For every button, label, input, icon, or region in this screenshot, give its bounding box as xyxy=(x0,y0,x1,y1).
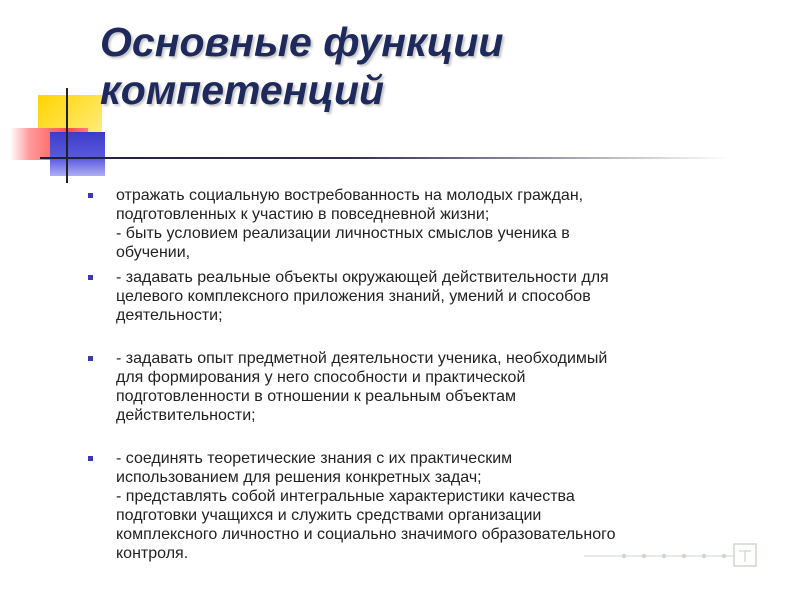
bullet-line: подготовленных к участию в повседневной жизни; xyxy=(116,206,490,223)
slide-title xyxy=(100,18,503,114)
bullet-marker xyxy=(88,193,93,198)
bullet-marker xyxy=(88,275,93,280)
bullet-line: использованием для решения конкретных задач; xyxy=(116,469,482,486)
bullet-line: подготовленности в отношении к реальным объектам xyxy=(116,388,516,405)
bullet-line: - задавать опыт предметной деятельности ученика, необходимый xyxy=(116,350,608,367)
bullet-line: целевого комплексного приложения знаний, умений и способов xyxy=(116,288,591,305)
bullet-line: - соединять теоретические знания с их практическим xyxy=(116,450,513,467)
decor-blue-square xyxy=(50,132,105,176)
decor-vertical-line xyxy=(66,88,68,183)
bullet-line: деятельности; xyxy=(116,307,223,324)
bullet-marker xyxy=(88,456,93,461)
title-line-1: Основные функции xyxy=(100,19,504,65)
bullet-item xyxy=(82,349,772,425)
bullet-line: контроля. xyxy=(116,545,189,562)
bullet-marker xyxy=(88,356,93,361)
bullet-line: действительности; xyxy=(116,407,256,424)
bullet-line: - представлять собой интегральные характеристики качества xyxy=(116,488,575,505)
title-line-2: компетенций xyxy=(100,67,385,113)
bullet-line: - задавать реальные объекты окружающей действительности для xyxy=(116,269,609,286)
bullet-line: обучении, xyxy=(116,244,191,261)
bullet-line: - быть условием реализации личностных смыслов ученика в xyxy=(116,225,570,242)
bullet-line: отражать социальную востребованность на молодых граждан, xyxy=(116,187,584,204)
footer-ornament-icon xyxy=(584,538,764,572)
bullet-line: комплексного личностно и социально значимого образовательного xyxy=(116,526,616,543)
bullet-item xyxy=(82,186,772,262)
bullet-line: для формирования у него способности и практической xyxy=(116,369,526,386)
title-underline xyxy=(40,157,730,159)
bullet-item xyxy=(82,268,772,325)
bullet-list xyxy=(82,186,772,563)
bullet-line: подготовки учащихся и служить средствами организации xyxy=(116,507,542,524)
